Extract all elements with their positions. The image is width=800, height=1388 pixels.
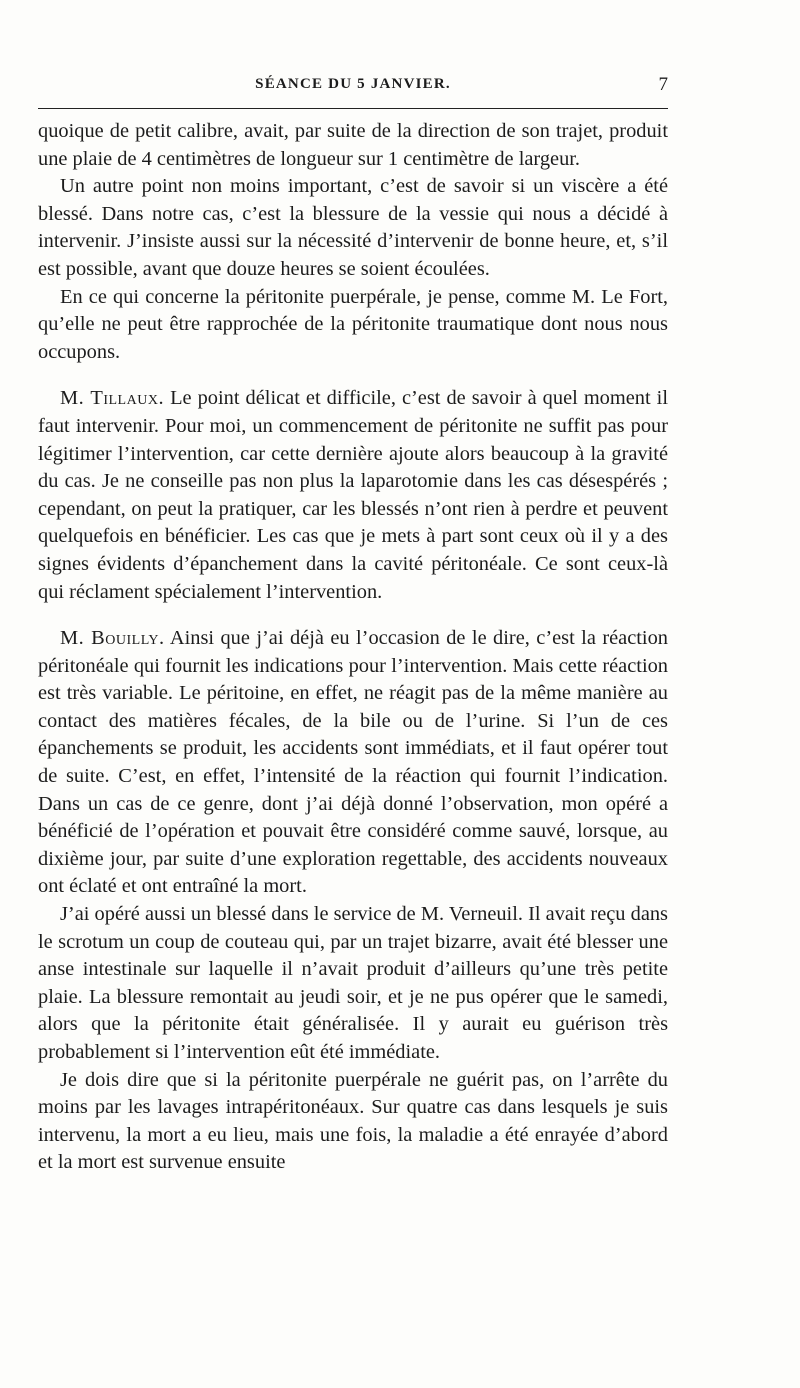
paragraph-bouilly [38, 625, 668, 901]
paragraph-lavages: Je dois dire que si la péritonite puerpérale ne guérit pas, on l’arrête du moins par les lavages intrapéritonéaux. Sur quatre cas dans lesquels je suis intervenu, la mort a eu lieu, mais une fois, la maladie a été enrayée d’abord et la mort est survenue ensuite [38, 1068, 668, 1174]
paragraph-continued: quoique de petit calibre, avait, par suite de la direction de son trajet, produit une plaie de 4 centimètres de longueur sur 1 centimètre de largeur. [38, 120, 668, 170]
bouilly-text: Ainsi que j’ai déjà eu l’occasion de le dire, c’est la réaction péritonéale qui fournit les indications pour l’intervention. Mais cette réaction est très variable. Le péritoine, en effet, ne réagit pas de la même manière au contact des matières fécales, de la bile ou de l’urine. Si l’un de ces épanchements se produit, les accidents sont immédiats, et il faut opérer tout de suite. C’est, en effet, l’intensité de la réaction qui fournit l’indication. Dans un cas de ce genre, dont j’ai déjà donné l’observation, mon opéré a bénéficié de l’opération et pouvait être considéré comme sauvé, lorsque, au dixième jour, par suite d’une exploration regettable, des accidents nouveaux ont éclaté et ont entraîné la mort. [38, 627, 668, 898]
tillaux-text: Le point délicat et difficile, c’est de savoir à quel moment il faut intervenir. Pour moi, un commencement de péritonite ne suffit pas pour légitimer l’intervention, car cette dernière ajoute alors beaucoup à la gravité du cas. Je ne conseille pas non plus la laparotomie dans les cas désespérés ; cependant, on peut la pratiquer, car les blessés n’ont rien à perdre et peuvent quelquefois en bénéficier. Les cas que je mets à part sont ceux où il y a des signes évidents d’épanchement dans la cavité péritonéale. Ce sont ceux-là qui réclament spécialement l’intervention. [38, 387, 669, 603]
page-number: 7 [658, 74, 668, 95]
paragraph-peritonite-puerperale: En ce qui concerne la péritonite puerpérale, je pense, comme M. Le Fort, qu’elle ne peut être rapprochée de la péritonite traumatique dont nous nous occupons. [38, 285, 668, 363]
paragraph-viscere: Un autre point non moins important, c’est de savoir si un viscère a été blessé. Dans notre cas, c’est la blessure de la vessie qui nous a décidé à intervenir. J’insiste aussi sur la nécessité d’intervenir de bonne heure, et, s’il est possible, avant que douze heures se soient écoulées. [38, 175, 668, 280]
header-rule [38, 108, 668, 109]
paragraph-tillaux [38, 385, 668, 606]
speaker-tillaux: M. Tillaux. [60, 387, 165, 410]
running-header [38, 76, 668, 100]
body-text [38, 118, 668, 1177]
paragraph-verneuil-case: J’ai opéré aussi un blessé dans le service de M. Verneuil. Il avait reçu dans le scrotum un coup de couteau qui, par un trajet bizarre, avait été blesser une anse intestinale sur laquelle il n’avait produit d’ailleurs qu’une très petite plaie. La blessure remontait au jeudi soir, et je ne pus opérer que le samedi, alors que la péritonite était généralisée. Il y aurait eu guérison très probablement si l’intervention eût été immédiate. [38, 903, 668, 1063]
speaker-bouilly: M. Bouilly. [60, 627, 165, 650]
running-title: SÉANCE DU 5 JANVIER. [255, 76, 451, 92]
